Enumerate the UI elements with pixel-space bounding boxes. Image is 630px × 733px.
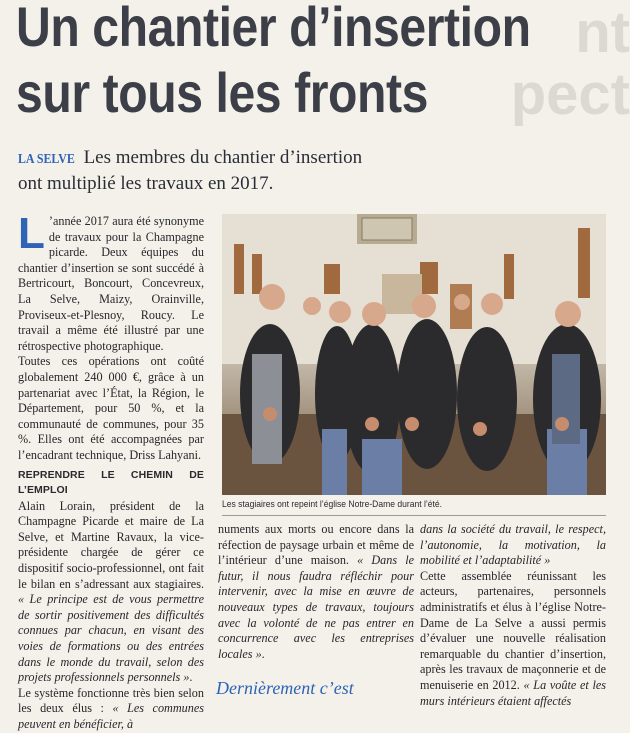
system-quote: « Les communes peuvent en bénéficier, à <box>18 701 204 731</box>
location-kicker: LA SELVE <box>18 152 75 167</box>
headline-line-1: Un chantier d’insertion <box>16 0 531 58</box>
intro-paragraph: ’année 2017 aura été synonyme de travaux pour la Champagne picarde. Deux équipes du chantier d’insertion se sont succédé à Bertricourt, Boncourt, Concevreux, La Selve, Maizy, Orainville, Proviseux-et-Plesnoy, Roucy. Le travail a même été illustré par une rétrospective photographique. <box>18 214 204 353</box>
photo-caption: Les stagiaires ont repeint l’église Notre-Dame durant l’été. <box>222 499 443 510</box>
caption-divider <box>222 515 606 516</box>
headline <box>16 0 616 126</box>
column-2-paragraph: numents aux morts ou encore dans la réfection de paysage urbain et même de l’intérieur d’une maison. <box>218 522 414 568</box>
adjacent-article-ghost-text: nt pect <box>510 0 630 127</box>
church-paragraph: Cette assemblée réunissant les acteurs, partenaires, personnels administratifs et élus à l’église Notre-Dame de La Selve a aussi permis d’évaluer une nouvelle réalisation remarquable du chantier d’insertion, après les travaux de maçonnerie et de menuiserie en 2012. <box>420 568 606 692</box>
church-group-photo <box>222 214 606 495</box>
section-subheading: REPRENDRE LE CHEMIN DE L’EMPLOI <box>18 468 204 497</box>
headline-line-2: sur tous les fronts <box>16 61 428 124</box>
column-3-quote-end: dans la société du travail, le respect, l’autonomie, la motivation, la mobilité et l’adaptabilité » <box>420 522 606 568</box>
article-column-1: L ’année 2017 aura été synonyme de travaux pour la Champagne picarde. Deux équipes du chantier d’insertion se sont succédé à Bertricourt, Boncourt, Concevreux, La Selve, Maizy, Orainville, Proviseux-et-Plesnoy, Roucy. Le travail a même été illustré par une rétrospective photographique. Toutes ces opérations ont coûté globalement 240 000 €, grâce à un partenariat avec l’État, la Région, le Département, pour 50 %, et la communauté de communes, pour 35 %. Elles ont été accompagnées par l’encadrant technique, Driss Lahyani. REPRENDRE LE CHEMIN DE L’EMPLOI Alain Lorain, président de la Champagne Picarde et maire de La Selve, et Martine Ravaux, la vice-présidente chargée de gérer ce dispositif socio-professionnel, ont fait le bilan en s’adressant aux stagiaires. « Le principe est de vous permettre de sortir positivement des difficultés connues par chacun, en visant des voies de formations ou des entrées dans le monde du travail, selon des projets professionnels personnels ». Le système fonctionne très bien selon les deux élus : « Les communes peuvent en bénéficier, à <box>18 209 204 731</box>
funding-paragraph: Toutes ces opérations ont coûté globalement 240 000 €, grâce à un partenariat avec l’État, la Région, le Département, pour 50 %, et la communauté de communes, pour 35 %. Elles ont été accompagnées par l’encadrant technique, Driss Lahyani. <box>18 354 204 462</box>
officials-paragraph: Alain Lorain, président de la Champagne Picarde et maire de La Selve, et Martine Ravaux, la vice-présidente chargée de gérer ce dispositif socio-professionnel, ont fait le bilan en s’adressant aux stagiaires. <box>18 498 204 591</box>
column-2-heading: Dernièrement c’est <box>216 678 354 698</box>
church-quote: « La voûte et les murs intérieurs étaient affectés <box>420 677 606 708</box>
column-2-quote: « Dans le futur, il nous faudra réfléchir pour intervenir, avec la mise en œuvre de nouveaux types de travaux, toujours avec la volonté de ne pas entrer en concurrence avec les entreprises locales » <box>218 553 415 661</box>
standfirst-line-2: ont multiplié les travaux en 2017. <box>18 173 274 194</box>
system-paragraph: Le système fonctionne très bien selon les deux élus : <box>18 685 204 716</box>
standfirst-block <box>18 146 618 196</box>
standfirst-line-1: Les membres du chantier d’insertion <box>83 147 363 168</box>
drop-cap: L <box>18 209 45 258</box>
officials-quote: « Le principe est de vous permettre de sortir positivement des difficultés connues par chacun, en visant des voies de formations ou des entrées dans le monde du travail, selon des projets professionnels personnels » <box>18 592 204 685</box>
article-column-2: numents aux morts ou encore dans la réfection de paysage urbain et même de l’intérieur d’une maison. « Dans le futur, il nous faudra réfléchir pour intervenir, avec la mise en œuvre de nouveaux types de travaux, toujours avec la volonté de ne pas entrer en concurrence avec les entreprises locales ». <box>218 522 415 661</box>
article-column-3 <box>420 522 606 708</box>
